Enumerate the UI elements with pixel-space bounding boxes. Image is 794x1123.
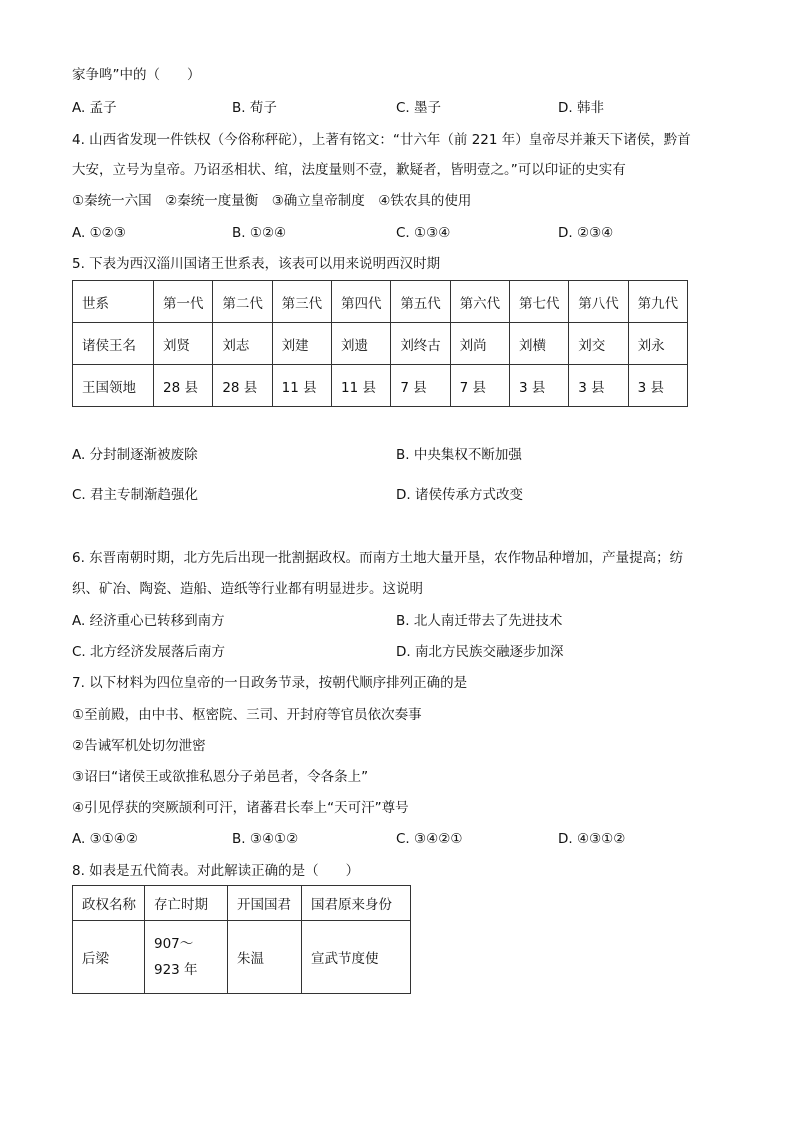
q5-option-b[interactable]: B. 中央集权不断加强 (396, 447, 522, 463)
table-cell: 11 县 (331, 365, 390, 407)
table-cell: 第二代 (213, 281, 272, 323)
table-cell: 7 县 (450, 365, 509, 407)
q8-five-dynasties-table (72, 885, 411, 994)
table-cell: 刘横 (509, 323, 568, 365)
q7-option-b[interactable]: B. ③④①② (232, 831, 299, 847)
q7-stem: 7. 以下材料为四位皇帝的一日政务节录，按朝代顺序排列正确的是 (72, 675, 468, 691)
q3-option-a[interactable]: A. 孟子 (72, 100, 117, 116)
q5-option-d[interactable]: D. 诸侯传承方式改变 (396, 487, 523, 503)
table-cell: 第五代 (391, 281, 450, 323)
table-cell: 刘永 (628, 323, 687, 365)
table-row (73, 886, 411, 921)
table-header-cell: 开国国君 (228, 886, 302, 921)
table-cell: 刘建 (272, 323, 331, 365)
table-cell: 3 县 (569, 365, 628, 407)
q4-option-c[interactable]: C. ①③④ (396, 225, 451, 241)
table-cell: 28 县 (154, 365, 213, 407)
q8-stem: 8. 如表是五代简表。对此解读正确的是（ ） (72, 863, 360, 879)
q5-lineage-table (72, 280, 688, 407)
table-cell: 王国领地 (73, 365, 154, 407)
q5-option-a[interactable]: A. 分封制逐渐被废除 (72, 447, 198, 463)
table-cell: 刘终古 (391, 323, 450, 365)
table-cell: 宣武节度使 (302, 921, 411, 994)
q7-option-d[interactable]: D. ④③①② (558, 831, 626, 847)
q4-option-d[interactable]: D. ②③④ (558, 225, 614, 241)
table-cell: 3 县 (509, 365, 568, 407)
table-header-cell: 政权名称 (73, 886, 145, 921)
q6-option-b[interactable]: B. 北人南迁带去了先进技术 (396, 613, 563, 629)
table-cell: 刘尚 (450, 323, 509, 365)
q7-item-3: ③诏曰“诸侯王或欲推私恩分子弟邑者，令各条上” (72, 769, 369, 785)
table-cell: 第七代 (509, 281, 568, 323)
table-row (73, 365, 688, 407)
q5-option-c[interactable]: C. 君主专制渐趋强化 (72, 487, 199, 503)
q4-stem-line-1: 4. 山西省发现一件铁权（今俗称秤砣），上著有铭文：“廿六年（前 221 年）皇帝尽并兼天下诸侯，黔首 (72, 132, 691, 148)
q7-item-2: ②告诫军机处切勿泄密 (72, 738, 206, 754)
q4-option-a[interactable]: A. ①②③ (72, 225, 126, 241)
q6-stem-line-2: 织、矿冶、陶瓷、造船、造纸等行业都有明显进步。这说明 (72, 581, 423, 597)
table-cell: 第九代 (628, 281, 687, 323)
table-cell: 后梁 (73, 921, 145, 994)
q5-stem: 5. 下表为西汉淄川国诸王世系表，该表可以用来说明西汉时期 (72, 256, 441, 272)
q7-item-4: ④引见俘获的突厥颉利可汗，诸蕃君长奉上“天可汗”尊号 (72, 800, 409, 816)
table-cell: 刘志 (213, 323, 272, 365)
table-cell: 7 县 (391, 365, 450, 407)
table-header-cell: 存亡时期 (145, 886, 228, 921)
q6-option-d[interactable]: D. 南北方民族交融逐步加深 (396, 644, 564, 660)
table-cell: 11 县 (272, 365, 331, 407)
table-row (73, 323, 688, 365)
table-cell: 刘贤 (154, 323, 213, 365)
table-cell: 第一代 (154, 281, 213, 323)
q4-stem-line-2: 大安，立号为皇帝。乃诏丞相状、绾，法度量则不壹，歉疑者，皆明壹之。”可以印证的史实有 (72, 162, 626, 178)
q4-option-b[interactable]: B. ①②④ (232, 225, 287, 241)
q7-option-a[interactable]: A. ③①④② (72, 831, 138, 847)
q6-stem-line-1: 6. 东晋南朝时期，北方先后出现一批割据政权。而南方土地大量开垦，农作物品种增加，产量提高；纺 (72, 550, 684, 566)
table-cell: 朱温 (228, 921, 302, 994)
table-cell: 刘遗 (331, 323, 390, 365)
q6-option-a[interactable]: A. 经济重心已转移到南方 (72, 613, 225, 629)
q7-option-c[interactable]: C. ③④②① (396, 831, 463, 847)
q3-stem-tail: 家争鸣”中的（ ） (72, 67, 201, 83)
q7-item-1: ①至前殿，由中书、枢密院、三司、开封府等官员依次奏事 (72, 707, 422, 723)
q6-option-c[interactable]: C. 北方经济发展落后南方 (72, 644, 226, 660)
q3-option-b[interactable]: B. 荀子 (232, 100, 277, 116)
table-cell: 第四代 (331, 281, 390, 323)
table-cell: 诸侯王名 (73, 323, 154, 365)
table-cell: 3 县 (628, 365, 687, 407)
table-row (73, 281, 688, 323)
table-cell: 907～923 年 (145, 921, 228, 994)
table-cell: 世系 (73, 281, 154, 323)
q4-items: ①秦统一六国 ②秦统一度量衡 ③确立皇帝制度 ④铁农具的使用 (72, 193, 472, 209)
table-cell: 第八代 (569, 281, 628, 323)
table-header-cell: 国君原来身份 (302, 886, 411, 921)
q3-option-c[interactable]: C. 墨子 (396, 100, 442, 116)
q3-option-d[interactable]: D. 韩非 (558, 100, 604, 116)
table-cell: 第三代 (272, 281, 331, 323)
table-cell: 28 县 (213, 365, 272, 407)
table-cell: 刘交 (569, 323, 628, 365)
table-row (73, 921, 411, 994)
table-cell: 第六代 (450, 281, 509, 323)
